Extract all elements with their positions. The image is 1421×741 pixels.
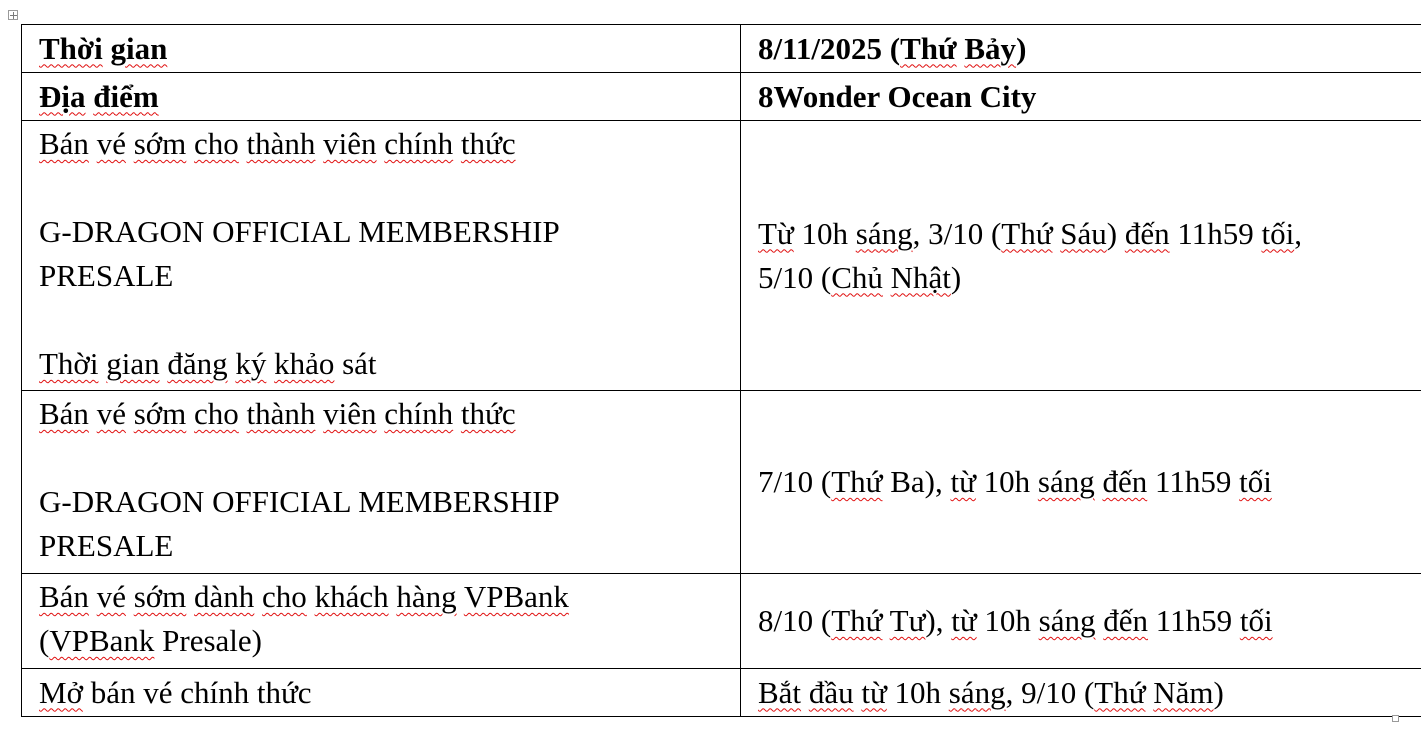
table-row-time	[22, 25, 1421, 73]
presale2-value: 7/10 (Thứ Ba), từ 10h sáng đến 11h59 tối	[758, 464, 1272, 499]
venue-value-cell[interactable]	[741, 73, 1421, 121]
presale2-title: Bán vé sớm cho thành viên chính thức	[39, 396, 516, 431]
presale1-name-line1: G-DRAGON OFFICIAL MEMBERSHIP	[39, 214, 560, 249]
membership-survey-label-cell[interactable]	[22, 121, 741, 391]
venue-label-cell[interactable]	[22, 73, 741, 121]
vpbank-presale-value-cell[interactable]	[741, 574, 1421, 669]
time-label-cell[interactable]	[22, 25, 741, 73]
table-row-venue	[22, 73, 1421, 121]
table-row-membership-presale	[22, 391, 1421, 574]
table-row-vpbank-presale	[22, 574, 1421, 669]
table-row-general-sale	[22, 669, 1421, 717]
membership-presale-value-cell[interactable]	[741, 391, 1421, 574]
time-value-cell[interactable]	[741, 25, 1421, 73]
time-value: 8/11/2025 (Thứ Bảy)	[758, 30, 1027, 66]
venue-label: Địa điểm	[39, 78, 159, 114]
blank-line	[39, 166, 724, 210]
vpbank-presale-label-cell[interactable]	[22, 574, 741, 669]
blank-line	[39, 436, 724, 480]
vpbank-title-line2: (VPBank Presale)	[39, 623, 262, 658]
vpbank-title-line1: Bán vé sớm dành cho khách hàng VPBank	[39, 579, 569, 614]
table-row-membership-survey	[22, 121, 1421, 391]
general-sale-label: Mở bán vé chính thức	[39, 674, 312, 710]
vpbank-value: 8/10 (Thứ Tư), từ 10h sáng đến 11h59 tối	[758, 603, 1273, 638]
presale1-value-line2: 5/10 (Chủ Nhật)	[758, 259, 962, 295]
presale1-survey-line: Thời gian đăng ký khảo sát	[39, 346, 377, 381]
table-move-handle-icon[interactable]	[8, 10, 18, 20]
presale1-name-line2: PRESALE	[39, 258, 174, 293]
general-sale-label-cell[interactable]	[22, 669, 741, 717]
presale2-name-line2: PRESALE	[39, 528, 174, 563]
blank-line	[39, 298, 724, 342]
membership-presale-label-cell[interactable]	[22, 391, 741, 574]
general-sale-value: Bắt đầu từ 10h sáng, 9/10 (Thứ Năm)	[758, 674, 1224, 710]
event-schedule-table	[21, 24, 1421, 717]
presale1-value-line1: Từ 10h sáng, 3/10 (Thứ Sáu) đến 11h59 tối,	[758, 215, 1302, 251]
general-sale-value-cell[interactable]	[741, 669, 1421, 717]
membership-survey-value-cell[interactable]	[741, 121, 1421, 391]
table-resize-handle-icon[interactable]	[1392, 715, 1399, 722]
venue-value: 8Wonder Ocean City	[758, 78, 1037, 114]
presale2-name-line1: G-DRAGON OFFICIAL MEMBERSHIP	[39, 484, 560, 519]
time-label: Thời gian	[39, 30, 168, 66]
presale1-title: Bán vé sớm cho thành viên chính thức	[39, 126, 516, 161]
